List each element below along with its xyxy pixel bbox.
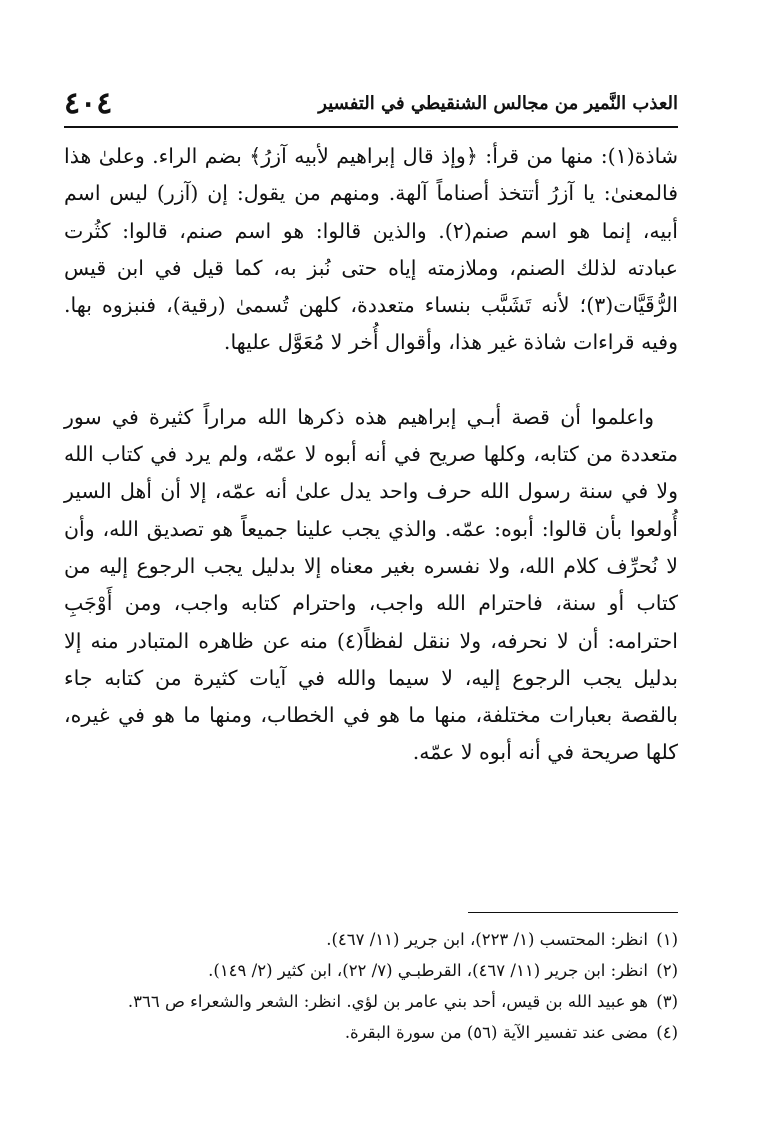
footnote-3 [64, 986, 678, 1017]
footnote-4 [64, 1017, 678, 1048]
footnote-text: هو عبيد الله بن قيس، أحد بني عامر بن لؤي. انظر: الشعر والشعراء ص ٣٦٦. [127, 992, 648, 1011]
footnote-text: انظر: المحتسب (١/ ٢٢٣)، ابن جرير (١١/ ٤٦٧). [326, 930, 648, 949]
page-header [64, 86, 678, 121]
header-rule [64, 126, 678, 128]
footnote-number: (١) [656, 930, 678, 949]
footnote-text: انظر: ابن جرير (١١/ ٤٦٧)، القرطبـي (٧/ ٢٢)، ابن كثير (٢/ ١٤٩). [208, 961, 648, 980]
footnotes [64, 924, 678, 1048]
paragraph-1: شاذة(١): منها من قرأ: ﴿وإذ قال إبراهيم لأبيه آزرُ﴾ بضم الراء. وعلىٰ هذا فالمعنىٰ: يا آزرُ أتتخذ أصناماً آلهة. ومنهم من يقول: إن (آزر) ليس اسم أبيه، إنما هو اسم صنم(٢). والذين قالوا: هو اسم صنم، قالوا: كثُرت عبادته لذلك الصنم، وملازمته إياه حتى نُبز به، كما قيل في ابن قيس الرُّقَيَّات(٣)؛ لأنه تَشَبَّب بنساء متعددة، كلهن تُسمىٰ (رقية)، فنبزوه بها. وفيه قراءات شاذة غير هذا، وأقوال أُخر لا مُعَوَّل عليها. [64, 144, 678, 355]
running-title: العذب النَّمير من مجالس الشنقيطي في التفسير [318, 93, 678, 114]
paragraph-2: واعلموا أن قصة أبـي إبراهيم هذه ذكرها الله مراراً كثيرة في سور متعددة من كتابه، وكلها صريح في أنه أبوه لا عمّه، ولم يرد في كتاب الله ولا في سنة رسول الله حرف واحد يدل علىٰ أنه عمّه، إلا أن أهل السير أُولعوا بأن قالوا: أبوه: عمّه. والذي يجب علينا جميعاً هو تصديق الله، وأن لا نُحرِّف كلام الله، ولا نفسره بغير معناه إلا بدليل يجب الرجوع إليه من كتاب أو سنة، فاحترام الله واجب، واحترام كتابه واجب، ومن أَوْجَبِ احترامه: أن لا نحرفه، ولا ننقل لفظاً(٤) منه عن ظاهره المتبادر منه إلا بدليل يجب الرجوع إليه، لا سيما والله في آيات كثيرة من كتابه جاء بالقصة بعبارات مختلفة، منها ما هو في الخطاب، ومنها ما هو في غيره، كلها صريحة في أنه أبوه لا عمّه. [64, 404, 678, 765]
footnote-number: (٤) [656, 1023, 678, 1042]
footnote-2 [64, 955, 678, 986]
footnote-number: (٢) [656, 961, 678, 980]
main-text [64, 138, 678, 772]
footnote-text: مضى عند تفسير الآية (٥٦) من سورة البقرة. [344, 1023, 648, 1042]
page-number: ٤٠٤ [64, 86, 113, 121]
footnote-separator [468, 912, 678, 913]
footnote-1 [64, 924, 678, 955]
footnote-number: (٣) [656, 992, 678, 1011]
